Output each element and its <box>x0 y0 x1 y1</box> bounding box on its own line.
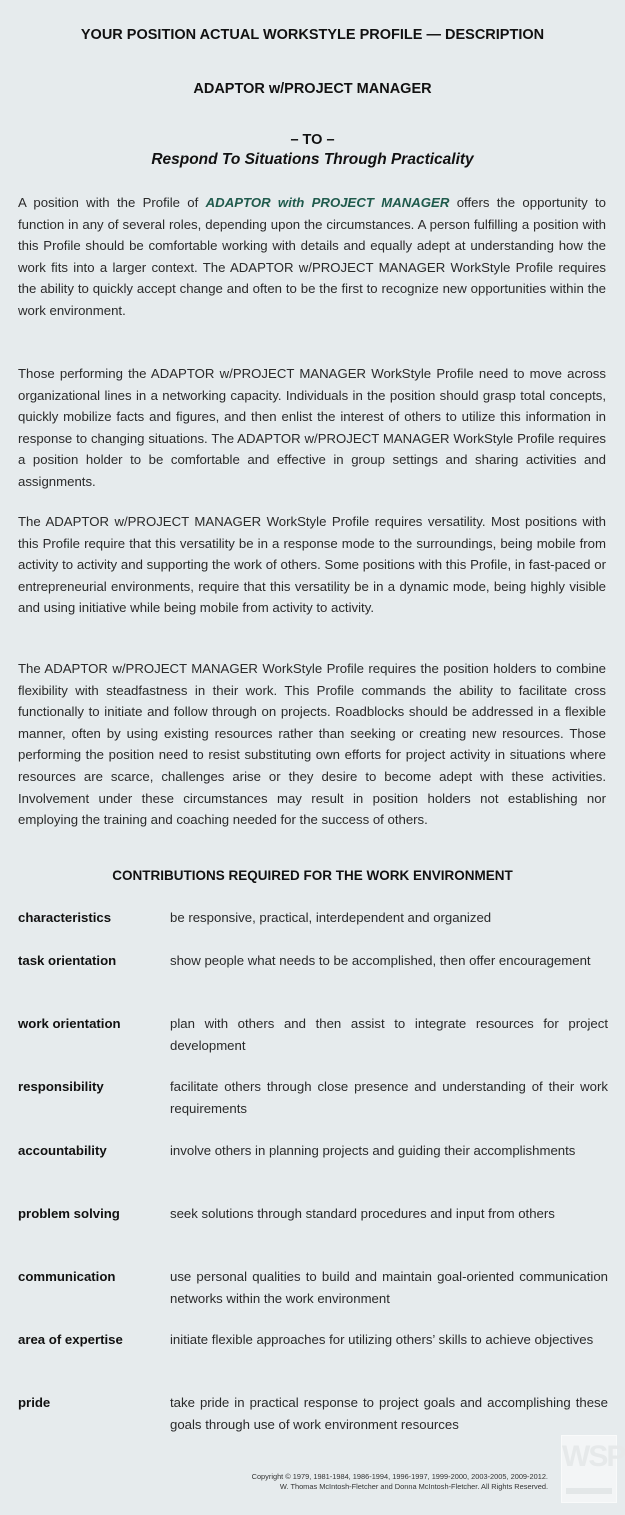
contribution-label: pride <box>18 1395 51 1410</box>
profile-highlight: ADAPTOR with PROJECT MANAGER <box>205 195 450 210</box>
contributions-heading: CONTRIBUTIONS REQUIRED FOR THE WORK ENVIRONMENT <box>112 868 513 883</box>
contribution-text: take pride in practical response to project goals and accomplishing these goals through use of work environment resources <box>170 1395 608 1432</box>
copyright-line-1: Copyright © 1979, 1981-1984, 1986-1994, 1996-1997, 1999-2000, 2003-2005, 2009-2012. <box>251 1472 548 1481</box>
contribution-label: problem solving <box>18 1206 120 1221</box>
contribution-label: work orientation <box>18 1016 121 1031</box>
contribution-text: seek solutions through standard procedures and input from others <box>170 1206 555 1221</box>
contribution-text: be responsive, practical, interdependent and organized <box>170 910 492 925</box>
logo-text: WSP <box>562 1440 625 1473</box>
page-title: YOUR POSITION ACTUAL WORKSTYLE PROFILE — DESCRIPTION <box>80 27 545 43</box>
profile-tagline: Respond To Situations Through Practicality <box>151 151 474 168</box>
contribution-label: area of expertise <box>18 1332 123 1347</box>
profile-name: ADAPTOR w/PROJECT MANAGER <box>193 81 432 97</box>
copyright-line-2: W. Thomas McIntosh-Fletcher and Donna McIntosh-Fletcher. All Rights Reserved. <box>279 1481 548 1491</box>
contribution-text: involve others in planning projects and guiding their accomplishments <box>170 1143 576 1158</box>
contribution-text: facilitate others through close presence and understanding of their work requirements <box>170 1079 608 1116</box>
wsp-logo-icon <box>561 1435 625 1503</box>
contribution-label: accountability <box>18 1143 107 1158</box>
paragraph-versatility: The ADAPTOR w/PROJECT MANAGER WorkStyle Profile requires versatility. Most positions with this Profile require that this versatility be in a response mode to the surroundings, being mobile from activity to activity and supporting the work of others. Some positions with this Profile, in fast-paced or entrepreneurial environments, require that this versatility be in a dynamic mode, being highly visible and using initiative while being mobile from activity to activity. <box>18 514 606 616</box>
contribution-label: characteristics <box>18 910 112 925</box>
contribution-text: initiate flexible approaches for utilizing others’ skills to achieve objectives <box>170 1332 594 1347</box>
paragraph-flexibility: The ADAPTOR w/PROJECT MANAGER WorkStyle Profile requires the position holders to combine flexibility with steadfastness in their work. This Profile commands the ability to facilitate cross functionally to initiate and follow through on projects. Roadblocks should be addressed in a flexible manner, often by using existing resources rather than seeking or creating new resources. Those performing the position need to resist substituting own efforts for project activity in situations where resources are scarce, challenges arise or they desire to become adept with these activities. Involvement under these circumstances may result in position holders not establishing nor employing the training and coaching needed for the success of others. <box>18 661 606 828</box>
contribution-text: show people what needs to be accomplished, then offer encouragement <box>170 953 591 968</box>
copyright-notice <box>252 1472 548 1491</box>
contribution-label: responsibility <box>18 1079 104 1094</box>
paragraph-networking: Those performing the ADAPTOR w/PROJECT MANAGER WorkStyle Profile need to move across organizational lines in a networking capacity. Individuals in the position should grasp total concepts, quickly mobilize facts and figures, and then enlist the interest of others to utilize this information in response to changing situations. The ADAPTOR w/PROJECT MANAGER WorkStyle Profile requires a position holder to be comfortable and effective in group settings and sharing activities and assignments. <box>18 366 606 489</box>
contribution-label: task orientation <box>18 953 117 968</box>
connector-text: – TO – <box>290 132 335 148</box>
paragraph-intro <box>18 192 606 322</box>
contribution-text: plan with others and then assist to integrate resources for project development <box>170 1016 608 1053</box>
contribution-text: use personal qualities to build and maintain goal-oriented communication networks within the work environment <box>170 1269 608 1306</box>
paragraph-intro-prefix: A position with the Profile of <box>18 195 206 210</box>
logo-subline <box>566 1488 612 1494</box>
contribution-label: communication <box>18 1269 116 1284</box>
paragraph-intro-rest: offers the opportunity to function in any of several roles, depending upon the circumstances. A person fulfilling a position with this Profile should be comfortable working with details and equally adept at understanding how the work fits into a larger context. The ADAPTOR w/PROJECT MANAGER WorkStyle Profile requires the ability to quickly accept change and often to be the first to recognize new opportunities within the work environment. <box>18 195 606 318</box>
